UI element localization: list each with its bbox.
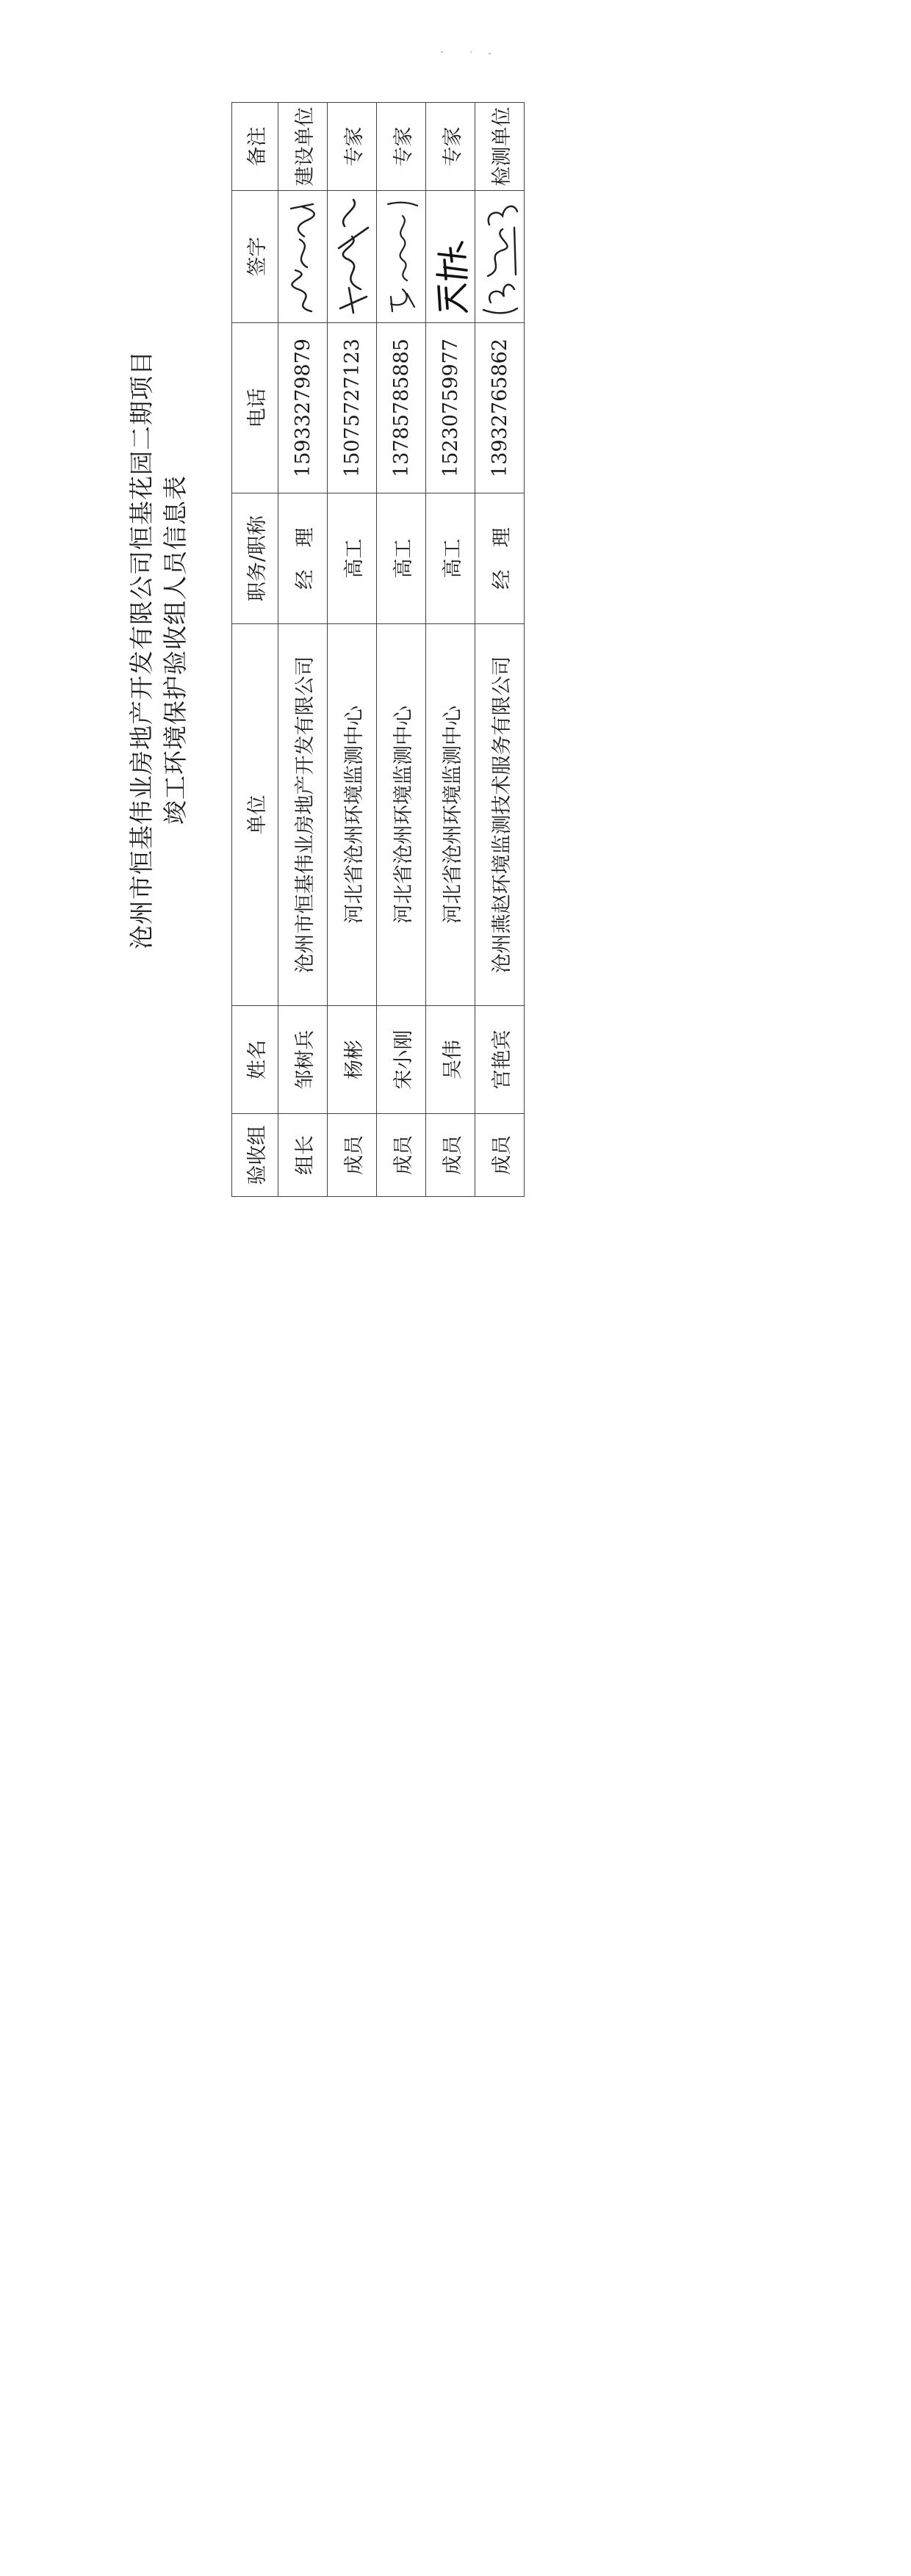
header-signature: 签字	[232, 191, 278, 323]
cell-signature	[278, 191, 328, 323]
cell-signature	[426, 191, 475, 323]
cell-unit: 沧州市恒基伟业房地产开发有限公司	[278, 624, 328, 1006]
handwritten-signature	[381, 195, 422, 319]
cell-phone: 15933279879	[278, 323, 328, 493]
cell-note: 专家	[328, 103, 377, 191]
cell-phone: 15230759977	[426, 323, 475, 493]
cell-unit: 河北省沧州环境监测中心	[328, 624, 377, 1006]
cell-role: 成员	[377, 1114, 426, 1197]
scan-speck	[489, 53, 491, 54]
cell-phone: 13932765862	[475, 323, 525, 493]
cell-unit: 河北省沧州环境监测中心	[426, 624, 475, 1006]
document-title-line2: 竣工环境保护验收组人员信息表	[161, 475, 190, 825]
cell-signature	[377, 191, 426, 323]
cell-signature	[328, 191, 377, 323]
handwritten-signature	[331, 195, 372, 319]
cell-title: 高工	[328, 493, 377, 624]
cell-unit: 河北省沧州环境监测中心	[377, 624, 426, 1006]
header-name: 姓名	[232, 1006, 278, 1114]
cell-title: 高工	[426, 493, 475, 624]
document-title-line1: 沧州市恒基伟业房地产开发有限公司恒基花园二期项目	[127, 350, 156, 949]
cell-note: 专家	[426, 103, 475, 191]
scan-speck	[441, 51, 443, 53]
table-row	[377, 103, 426, 1197]
handwritten-signature	[430, 195, 471, 319]
cell-phone: 13785785885	[377, 323, 426, 493]
cell-name: 宋小刚	[377, 1006, 426, 1114]
cell-name: 宫艳宾	[475, 1006, 525, 1114]
table-row	[278, 103, 328, 1197]
cell-note: 专家	[377, 103, 426, 191]
cell-name: 杨彬	[328, 1006, 377, 1114]
cell-role: 组长	[278, 1114, 328, 1197]
table-header-row	[232, 103, 278, 1197]
cell-unit: 沧州燕赵环境监测技术服务有限公司	[475, 624, 525, 1006]
cell-role: 成员	[426, 1114, 475, 1197]
cell-name: 吴伟	[426, 1006, 475, 1114]
header-note: 备注	[232, 103, 278, 191]
header-phone: 电话	[232, 323, 278, 493]
header-unit: 单位	[232, 624, 278, 1006]
cell-signature	[475, 191, 525, 323]
cell-role: 成员	[328, 1114, 377, 1197]
cell-name: 邹树兵	[278, 1006, 328, 1114]
cell-note: 建设单位	[278, 103, 328, 191]
cell-title: 经 理	[278, 493, 328, 624]
table-row	[475, 103, 525, 1197]
document-page	[127, 88, 514, 1212]
header-title: 职务/职称	[232, 493, 278, 624]
cell-role: 成员	[475, 1114, 525, 1197]
cell-phone: 15075727123	[328, 323, 377, 493]
table-row	[426, 103, 475, 1197]
cell-title: 高工	[377, 493, 426, 624]
handwritten-signature	[282, 195, 323, 319]
table-row	[328, 103, 377, 1197]
cell-title: 经 理	[475, 493, 525, 624]
acceptance-group-table	[231, 102, 525, 1197]
handwritten-signature	[478, 195, 522, 319]
scan-speck	[470, 51, 472, 53]
header-role: 验收组	[232, 1114, 278, 1197]
cell-note: 检测单位	[475, 103, 525, 191]
